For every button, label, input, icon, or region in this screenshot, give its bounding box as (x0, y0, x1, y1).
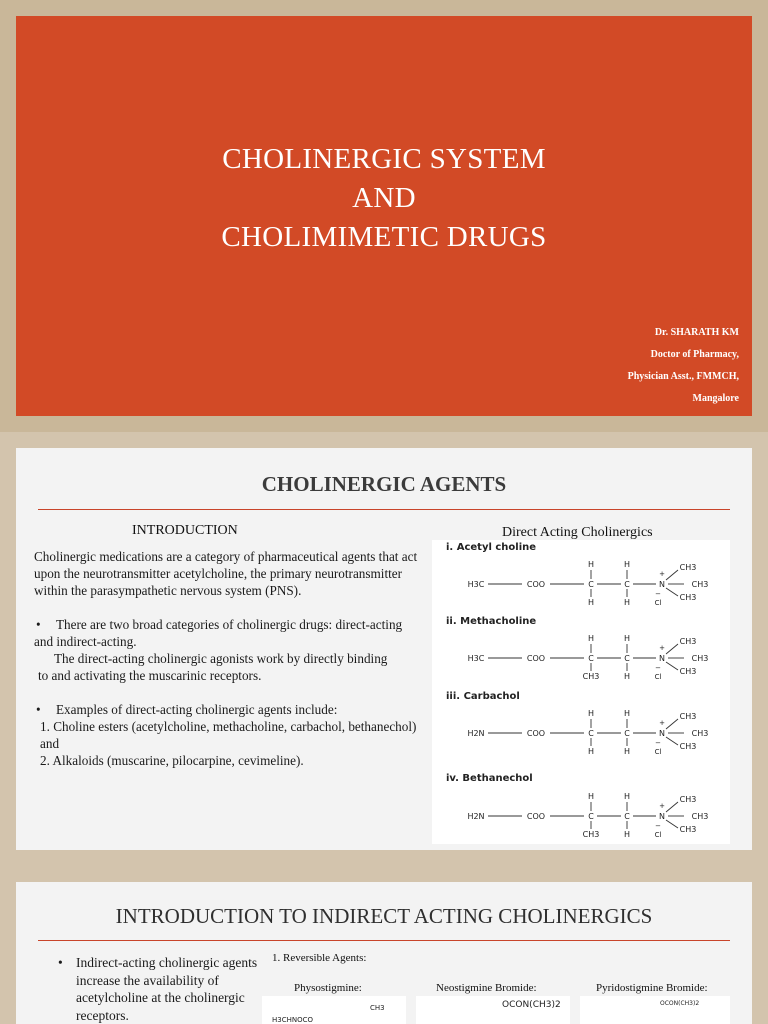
charge-label: + (659, 570, 665, 578)
substituent-label: H (587, 792, 595, 801)
indirect-cholinergics-slide (16, 882, 752, 1024)
structure-fragment: OCON(CH3)2 (502, 1000, 561, 1010)
structure-fragment: OCON(CH3)2 (660, 1000, 700, 1007)
substituent-label: H (623, 560, 631, 569)
methyl-label: CH3 (691, 654, 709, 663)
substituent-label: H (623, 598, 631, 607)
bond-line (666, 802, 678, 812)
drug-label: Neostigmine Bromide: (436, 982, 537, 994)
carbon-label: C (624, 729, 630, 738)
drug-label: Pyridostigmine Bromide: (596, 982, 708, 994)
bond-line (666, 644, 678, 654)
neostigmine-structure (416, 996, 570, 1024)
bullet-continuation: to and activating the muscarinic receptors. (38, 668, 262, 683)
methyl-label: CH3 (679, 795, 697, 804)
carbon-label: C (588, 580, 594, 589)
bond-line (666, 737, 678, 745)
structure-name: iv. Bethanechol (446, 773, 533, 784)
nitrogen-label: N (659, 812, 665, 821)
group-label: H3C (467, 580, 485, 589)
title-line: CHOLINERGIC SYSTEM (222, 143, 546, 175)
substituent-label: H (623, 709, 631, 718)
charge-label: + (659, 644, 665, 652)
slide-heading: CHOLINERGIC AGENTS (261, 472, 507, 496)
pyridostigmine-structure (580, 996, 730, 1024)
nitrogen-label: N (659, 654, 665, 663)
charge-label: + (659, 802, 665, 810)
bullet-continuation: The direct-acting cholinergic agonists work by directly binding (54, 651, 388, 666)
counterion-label: Cl (654, 673, 662, 681)
charge-label: − (655, 590, 661, 598)
ester-label: COO (526, 654, 546, 663)
methyl-label: CH3 (679, 667, 697, 676)
structure-name: ii. Methacholine (446, 616, 537, 627)
methyl-label: CH3 (679, 742, 697, 751)
methyl-label: CH3 (691, 580, 709, 589)
substituent-label: H (587, 560, 595, 569)
drug-label: Physostigmine: (294, 982, 362, 994)
bullet-item (58, 954, 258, 1024)
bullet-marker: • (36, 702, 41, 717)
structure-fragment: CH3 (370, 1004, 385, 1012)
numbered-item: 2. Alkaloids (muscarine, pilocarpine, cevimeline). (40, 753, 304, 768)
author-position: Physician Asst., FMMCH, (627, 371, 739, 382)
bullet-text: There are two broad categories of cholinergic drugs: direct-acting and indirect-acting. (34, 617, 403, 649)
substituent-label: H (587, 598, 595, 607)
author-block (628, 322, 739, 410)
substituent-label: H (587, 634, 595, 643)
group-label: H3C (467, 654, 485, 663)
methyl-label: CH3 (679, 563, 697, 572)
structure-name: iii. Carbachol (446, 691, 520, 702)
charge-label: − (655, 822, 661, 830)
bullet-text: Indirect-acting cholinergic agents increase the availability of acetylcholine at the cholinergic receptors. (76, 955, 258, 1023)
methyl-label: CH3 (679, 825, 697, 834)
bond-line (666, 662, 678, 670)
structure-drawings (432, 540, 730, 844)
chemical-structures-image (432, 540, 730, 844)
bond-line (666, 588, 678, 596)
ester-label: COO (526, 812, 546, 821)
structure-fragment: H3CHNOCO (272, 1016, 314, 1024)
group-label: H2N (467, 729, 485, 738)
nitrogen-label: N (659, 580, 665, 589)
slide-heading: INTRODUCTION TO INDIRECT ACTING CHOLINERGICS (115, 904, 653, 928)
charge-label: + (659, 719, 665, 727)
heading-divider (38, 940, 730, 941)
carbon-label: C (624, 812, 630, 821)
substituent-label: CH3 (582, 830, 600, 839)
substituent-label: H (587, 747, 595, 756)
methyl-label: CH3 (691, 729, 709, 738)
substituent-label: CH3 (582, 672, 600, 681)
charge-label: − (655, 739, 661, 747)
carbon-label: C (588, 654, 594, 663)
counterion-label: Cl (654, 599, 662, 607)
bond-line (666, 570, 678, 580)
title-slide (0, 0, 768, 432)
bullet-item (34, 616, 424, 650)
bullet-marker: • (36, 617, 41, 632)
intro-text (34, 548, 424, 769)
counterion-label: Cl (654, 831, 662, 839)
substituent-label: H (623, 830, 631, 839)
substituent-label: H (623, 792, 631, 801)
group-label: H2N (467, 812, 485, 821)
ester-label: COO (526, 580, 546, 589)
structure-name: i. Acetyl choline (446, 542, 537, 553)
substituent-label: H (623, 634, 631, 643)
intro-heading: INTRODUCTION (132, 523, 238, 538)
nitrogen-label: N (659, 729, 665, 738)
author-name: Dr. SHARATH KM (654, 327, 739, 338)
intro-paragraph: Cholinergic medications are a category of pharmaceutical agents that act upon the neurotransmitter acetylcholine, the primary neurotransmitter within the parasympathetic nervous system (PNS). (34, 549, 418, 598)
bullet-text: Examples of direct-acting cholinergic agents include: (56, 702, 338, 717)
charge-label: − (655, 664, 661, 672)
sub-heading: 1. Reversible Agents: (272, 952, 367, 964)
methyl-label: CH3 (691, 812, 709, 821)
heading-divider (38, 509, 730, 510)
author-location: Mangalore (692, 393, 739, 404)
carbon-label: C (588, 812, 594, 821)
carbon-label: C (624, 654, 630, 663)
bullet-item (34, 701, 424, 718)
title-line: AND (352, 182, 416, 214)
slide-title (0, 140, 768, 257)
physostigmine-structure (262, 996, 406, 1024)
bullet-marker: • (58, 955, 63, 970)
methyl-label: CH3 (679, 712, 697, 721)
carbon-label: C (624, 580, 630, 589)
bond-line (666, 820, 678, 828)
ester-label: COO (526, 729, 546, 738)
substituent-label: H (587, 709, 595, 718)
counterion-label: Cl (654, 748, 662, 756)
title-line: CHOLIMIMETIC DRUGS (221, 221, 547, 253)
structures-heading: Direct Acting Cholinergics (502, 525, 653, 540)
numbered-item: 1. Choline esters (acetylcholine, methacholine, carbachol, bethanechol) and (40, 719, 417, 751)
bond-line (666, 719, 678, 729)
methyl-label: CH3 (679, 593, 697, 602)
carbon-label: C (588, 729, 594, 738)
substituent-label: H (623, 672, 631, 681)
author-degree: Doctor of Pharmacy, (650, 349, 739, 360)
substituent-label: H (623, 747, 631, 756)
methyl-label: CH3 (679, 637, 697, 646)
cholinergic-agents-slide (16, 448, 752, 850)
